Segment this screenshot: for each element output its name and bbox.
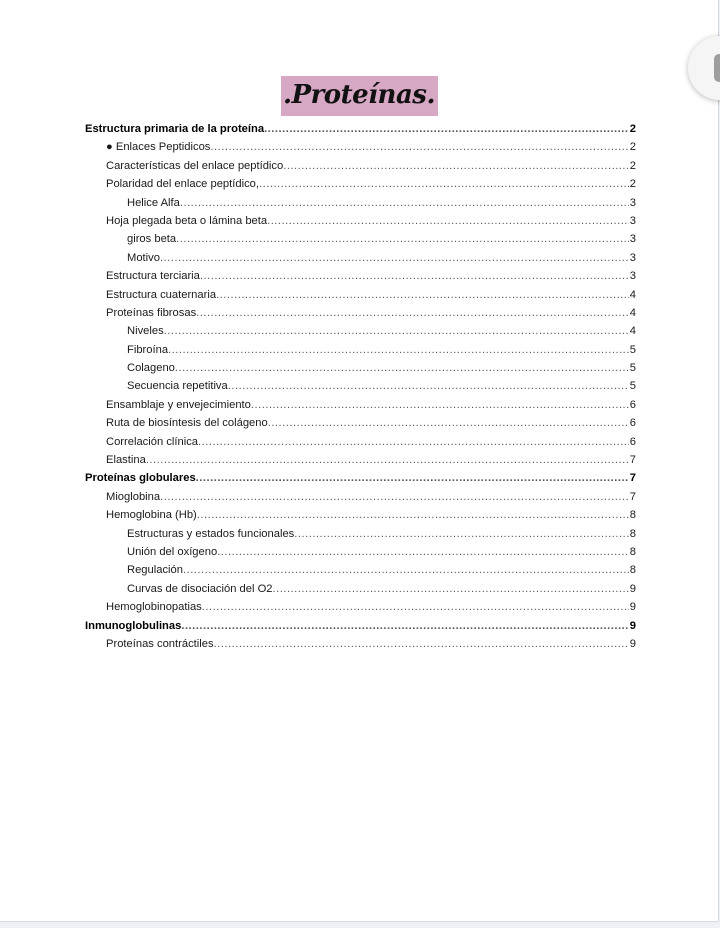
toc-entry-label: Estructura terciaria (106, 270, 200, 283)
toc-entry-page-number: 2 (629, 123, 636, 135)
toc-entry[interactable] (85, 436, 636, 454)
toc-entry-page-number: 5 (629, 380, 636, 393)
toc-entry[interactable] (85, 564, 636, 582)
toc-entry-label: Niveles (127, 325, 164, 338)
toc-dot-leader (259, 178, 629, 190)
toc-entry-label: Secuencia repetitiva (127, 380, 228, 393)
toc-dot-leader (294, 528, 628, 540)
toc-entry-page-number: 3 (629, 251, 636, 264)
toc-entry[interactable] (85, 399, 636, 417)
toc-entry-label: ● Enlaces Peptidicos (106, 141, 211, 154)
toc-entry[interactable] (85, 344, 636, 362)
toc-entry-label: Características del enlace peptídico (106, 159, 284, 172)
toc-entry[interactable] (85, 307, 636, 325)
toc-entry-label: Estructuras y estados funcionales (127, 527, 295, 540)
toc-dot-leader (196, 307, 629, 319)
toc-dot-leader (264, 123, 629, 135)
toc-entry[interactable] (85, 417, 636, 435)
toc-entry[interactable] (85, 252, 636, 270)
toc-entry[interactable] (85, 123, 636, 141)
toc-entry-page-number: 9 (629, 619, 636, 632)
toc-entry-label: Curvas de disociación del O2 (127, 582, 273, 595)
toc-dot-leader (160, 252, 629, 264)
toc-entry-label: Proteínas fibrosas (106, 306, 197, 319)
toc-dot-leader (214, 638, 629, 650)
toc-entry-page-number: 6 (629, 417, 636, 430)
toc-dot-leader (160, 491, 629, 503)
toc-entry[interactable] (85, 528, 636, 546)
toc-entry[interactable] (85, 491, 636, 509)
toc-entry-page-number: 3 (629, 233, 636, 246)
toc-entry[interactable] (85, 325, 636, 343)
toc-entry-label: Estructura primaria de la proteína (85, 123, 265, 135)
toc-entry-label: Fibroína (127, 343, 169, 356)
toc-entry-label: Polaridad del enlace peptídico, (106, 178, 260, 191)
toc-entry-page-number: 5 (629, 362, 636, 375)
toc-entry[interactable] (85, 546, 636, 564)
toc-entry-page-number: 8 (629, 527, 636, 540)
toc-entry-page-number: 4 (629, 306, 636, 319)
toc-entry-label: Helice Alfa (127, 196, 180, 209)
toc-entry-page-number: 2 (629, 178, 636, 191)
toc-entry[interactable] (85, 197, 636, 215)
toc-dot-leader (251, 399, 629, 411)
toc-dot-leader (283, 160, 629, 172)
side-panel-toggle-icon (714, 54, 720, 82)
toc-dot-leader (267, 215, 629, 227)
toc-dot-leader (196, 472, 629, 484)
toc-dot-leader (164, 325, 629, 337)
toc-entry-label: Estructura cuaternaria (106, 288, 217, 301)
toc-entry-page-number: 7 (629, 490, 636, 503)
toc-entry-page-number: 8 (629, 564, 636, 577)
toc-entry-page-number: 3 (629, 214, 636, 227)
toc-dot-leader (202, 601, 629, 613)
toc-dot-leader (175, 362, 629, 374)
toc-entry[interactable] (85, 233, 636, 251)
toc-dot-leader (273, 583, 629, 595)
toc-entry[interactable] (85, 362, 636, 380)
toc-entry-page-number: 3 (629, 270, 636, 283)
toc-entry[interactable] (85, 380, 636, 398)
title-container (0, 76, 719, 116)
toc-entry-page-number: 9 (629, 637, 636, 650)
toc-dot-leader (146, 454, 629, 466)
toc-entry-page-number: 4 (629, 325, 636, 338)
toc-entry-label: Unión del oxígeno (127, 545, 218, 558)
toc-entry[interactable] (85, 472, 636, 490)
toc-entry-label: Ensamblaje y envejecimiento (106, 398, 251, 411)
toc-dot-leader (200, 270, 629, 282)
toc-entry[interactable] (85, 289, 636, 307)
toc-entry[interactable] (85, 601, 636, 619)
toc-entry[interactable] (85, 178, 636, 196)
toc-dot-leader (168, 344, 629, 356)
toc-entry-label: Elastina (106, 454, 146, 467)
toc-entry-label: Colageno (127, 362, 175, 375)
toc-dot-leader (176, 233, 629, 245)
toc-entry-label: Hemoglobina (Hb) (106, 509, 197, 522)
document-title: .Proteínas. (281, 76, 438, 116)
toc-entry-page-number: 9 (629, 601, 636, 614)
toc-dot-leader (268, 417, 629, 429)
toc-entry[interactable] (85, 215, 636, 233)
toc-dot-leader (197, 509, 629, 521)
toc-entry-page-number: 5 (629, 343, 636, 356)
toc-entry-page-number: 2 (629, 141, 636, 154)
toc-entry-label: Motivo (127, 251, 160, 264)
toc-entry[interactable] (85, 620, 636, 638)
toc-entry-page-number: 2 (629, 159, 636, 172)
toc-entry[interactable] (85, 270, 636, 288)
toc-entry-label: Proteínas globulares (85, 472, 196, 485)
toc-entry-label: Hoja plegada beta o lámina beta (106, 214, 268, 227)
toc-entry-label: Proteínas contráctiles (106, 637, 214, 650)
table-of-contents (85, 123, 636, 656)
toc-entry-label: Hemoglobinopatias (106, 601, 202, 614)
toc-entry[interactable] (85, 638, 636, 656)
toc-entry-label: Mioglobina (106, 490, 161, 503)
toc-entry-label: Inmunoglobulinas (85, 619, 182, 632)
toc-entry-label: giros beta (127, 233, 177, 246)
toc-entry-page-number: 7 (629, 454, 636, 467)
toc-entry-page-number: 6 (629, 398, 636, 411)
toc-entry-label: Correlación clínica (106, 435, 199, 448)
toc-dot-leader (198, 436, 629, 448)
toc-entry-page-number: 9 (629, 582, 636, 595)
toc-entry[interactable] (85, 160, 636, 178)
toc-entry[interactable] (85, 509, 636, 527)
toc-entry-label: Regulación (127, 564, 183, 577)
toc-entry[interactable] (85, 583, 636, 601)
toc-entry-page-number: 8 (629, 545, 636, 558)
toc-dot-leader (183, 564, 629, 576)
toc-entry[interactable] (85, 454, 636, 472)
toc-entry-label: Ruta de biosíntesis del colágeno (106, 417, 268, 430)
toc-entry-page-number: 7 (629, 472, 636, 485)
toc-dot-leader (216, 289, 629, 301)
toc-entry[interactable] (85, 141, 636, 159)
toc-entry-page-number: 3 (629, 196, 636, 209)
toc-entry-page-number: 6 (629, 435, 636, 448)
toc-entry-page-number: 4 (629, 288, 636, 301)
toc-dot-leader (181, 620, 628, 632)
toc-entry-page-number: 8 (629, 509, 636, 522)
toc-dot-leader (217, 546, 629, 558)
toc-dot-leader (210, 141, 628, 153)
toc-dot-leader (180, 197, 629, 209)
toc-dot-leader (228, 380, 629, 392)
